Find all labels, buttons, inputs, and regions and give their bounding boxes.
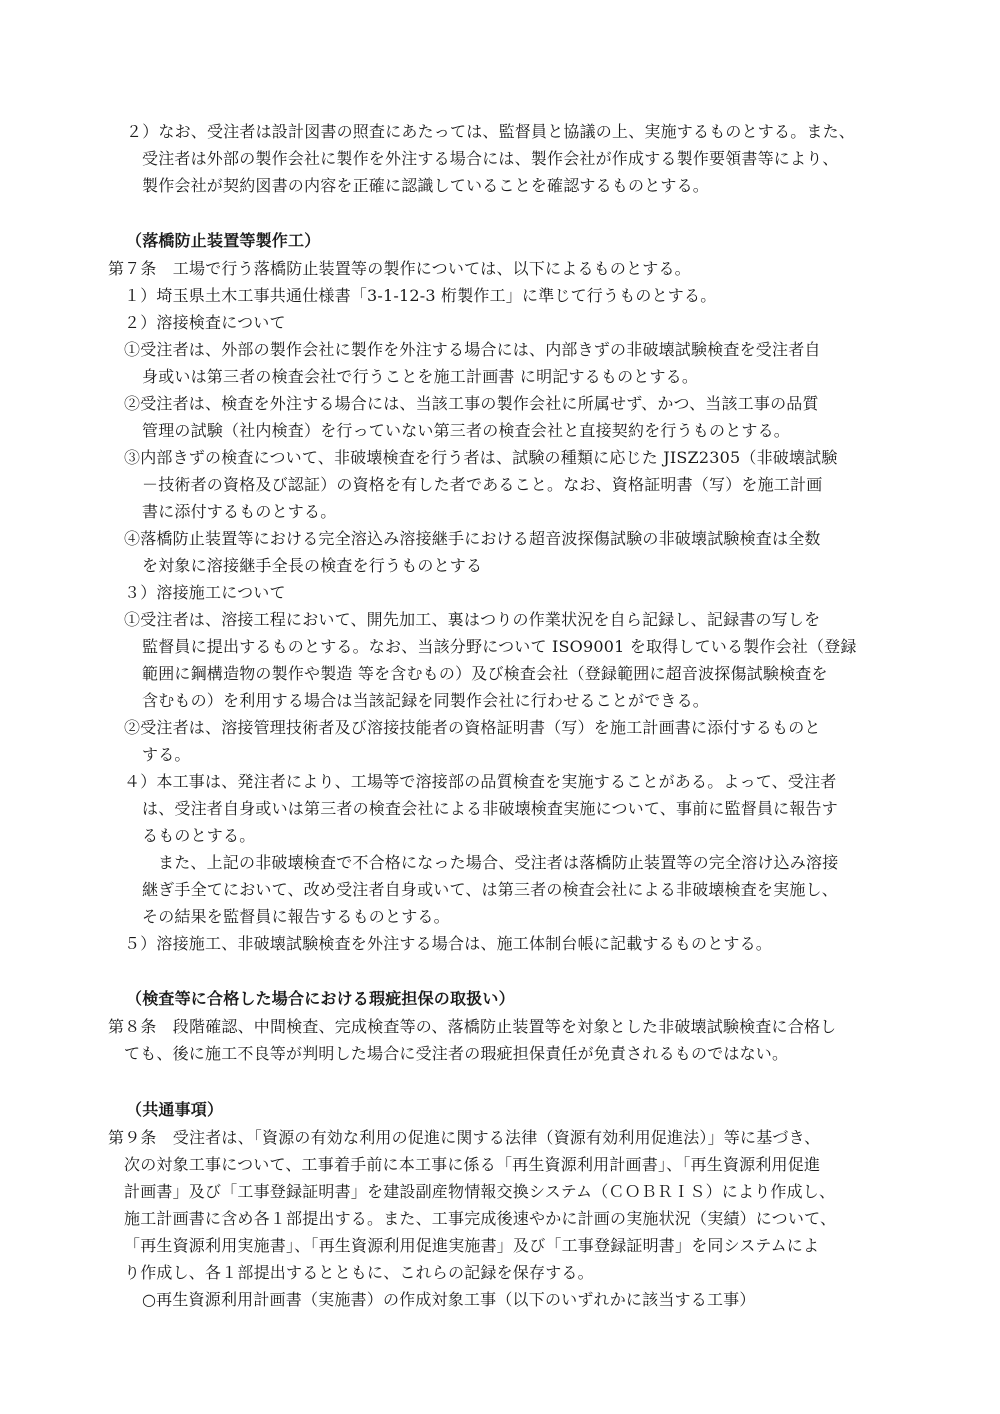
sub-list-item-continuation: －技術者の資格及び認証）の資格を有した者であること。なお、資格証明書（写）を施工計画 [142, 475, 823, 494]
sub-list-item-continuation: 書に添付するものとする。 [142, 502, 337, 521]
sub-list-item: ②受注者は、溶接管理技術者及び溶接技能者の資格証明書（写）を施工計画書に添付するものと [124, 718, 821, 737]
article-title-line: 第８条 段階確認、中間検査、完成検査等の、落橋防止装置等を対象とした非破壊試験検査に合格し [108, 1017, 837, 1036]
article-title-line: 第７条 工場で行う落橋防止装置等の製作については、以下によるものとする。 [108, 259, 691, 278]
list-item: ２）溶接検査について [124, 313, 286, 332]
article-continuation: 「再生資源利用実施書」、「再生資源利用促進実施書」及び「工事登録証明書」を同システムによ [124, 1236, 820, 1255]
sub-list-item-continuation: 含むもの）を利用する場合は当該記録を同製作会社に行わせることができる。 [142, 691, 710, 710]
section-heading: （共通事項） [126, 1100, 224, 1119]
article-continuation: ても、後に施工不良等が判明した場合に受注者の瑕疵担保責任が免責されるものではない。 [124, 1044, 789, 1063]
sub-list-item-continuation: する。 [142, 745, 191, 764]
sub-list-item: ④落橋防止装置等における完全溶込み溶接継手における超音波探傷試験の非破壊試験検査は全数 [124, 529, 821, 548]
list-item: １）埼玉県土木工事共通仕様書「3-1-12-3 桁製作工」に準じて行うものとする。 [124, 286, 717, 305]
paragraph-line: 受注者は外部の製作会社に製作を外注する場合には、製作会社が作成する製作要領書等により、 [142, 149, 839, 168]
section-heading: （検査等に合格した場合における瑕疵担保の取扱い） [126, 989, 515, 1008]
sub-list-item-continuation: 身或いは第三者の検査会社で行うことを施工計画書 に明記するものとする。 [142, 367, 699, 386]
article-continuation: り作成し、各１部提出するとともに、これらの記録を保存する。 [124, 1263, 594, 1282]
list-item-continuation: その結果を監督員に報告するものとする。 [142, 907, 450, 926]
article-title-line: 第９条 受注者は、「資源の有効な利用の促進に関する法律（資源有効利用促進法）」等に基づき、 [108, 1128, 821, 1147]
sub-list-item-continuation: 管理の試験（社内検査）を行っていない第三者の検査会社と直接契約を行うものとする。 [142, 421, 791, 440]
sub-list-item-continuation: 範囲に鋼構造物の製作や製造 等を含むもの）及び検査会社（登録範囲に超音波探傷試験検査を [142, 664, 828, 683]
sub-list-item: ①受注者は、溶接工程において、開先加工、裏はつりの作業状況を自ら記録し、記録書の写しを [124, 610, 821, 629]
sub-list-item-continuation: 監督員に提出するものとする。なお、当該分野について ISO9001 を取得している製作会社（登録 [142, 637, 857, 656]
sub-list-item: ①受注者は、外部の製作会社に製作を外注する場合には、内部きずの非破壊試験検査を受注者自 [124, 340, 821, 359]
sub-list-item-continuation: を対象に溶接継手全長の検査を行うものとする [142, 556, 483, 575]
list-item: ３）溶接施工について [124, 583, 286, 602]
sub-list-item: ②受注者は、検査を外注する場合には、当該工事の製作会社に所属せず、かつ、当該工事の品質 [124, 394, 819, 413]
article-continuation: 計画書」及び「工事登録証明書」を建設副産物情報交換システム（ＣＯＢＲＩＳ）により作成し、 [124, 1182, 836, 1201]
sub-list-item: ③内部きずの検査について、非破壊検査を行う者は、試験の種類に応じた JISZ2305（非破壊試験 [124, 448, 838, 467]
list-item-continuation: また、上記の非破壊検査で不合格になった場合、受注者は落橋防止装置等の完全溶け込み溶接 [158, 853, 839, 872]
list-item: ４）本工事は、発注者により、工場等で溶接部の品質検査を実施することがある。よって、受注者 [124, 772, 837, 791]
list-item-continuation: るものとする。 [142, 826, 256, 845]
article-continuation: 次の対象工事について、工事着手前に本工事に係る「再生資源利用計画書」、「再生資源利用促進 [124, 1155, 821, 1174]
list-item: ５）溶接施工、非破壊試験検査を外注する場合は、施工体制台帳に記載するものとする。 [124, 934, 773, 953]
article-continuation: 施工計画書に含め各１部提出する。また、工事完成後速やかに計画の実施状況（実績）について、 [124, 1209, 837, 1228]
section-heading: （落橋防止装置等製作工） [126, 231, 321, 250]
list-item-continuation: は、受注者自身或いは第三者の検査会社による非破壊検査実施について、事前に監督員に報告す [142, 799, 838, 818]
list-item-continuation: 継ぎ手全てにおいて、改め受注者自身或いて、は第三者の検査会社による非破壊検査を実施し、 [142, 880, 838, 899]
paragraph-line: 製作会社が契約図書の内容を正確に認識していることを確認するものとする。 [142, 176, 710, 195]
paragraph-line: ２）なお、受注者は設計図書の照査にあたっては、監督員と協議の上、実施するものとする。また、 [126, 122, 856, 141]
bullet-item: ○再生資源利用計画書（実施書）の作成対象工事（以下のいずれかに該当する工事） [142, 1290, 756, 1309]
